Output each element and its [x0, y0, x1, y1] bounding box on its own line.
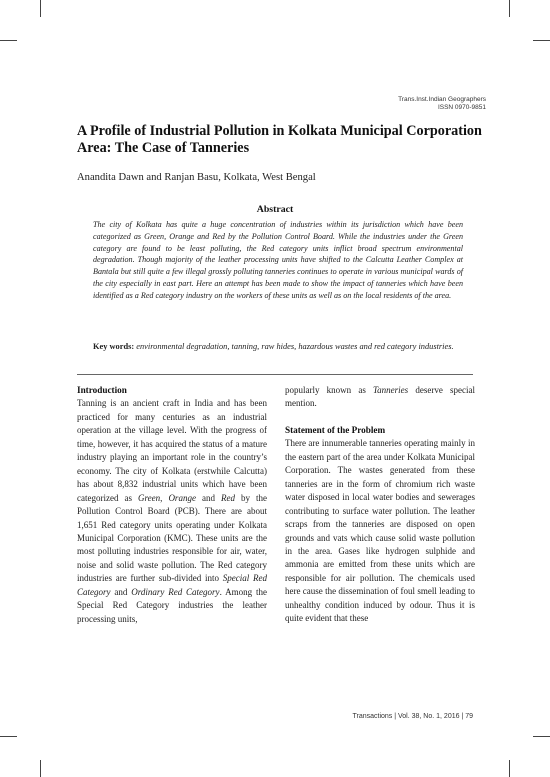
- statement-heading: Statement of the Problem: [285, 424, 386, 435]
- intro-ordinary-red: Ordinary Red Category: [131, 586, 220, 597]
- intro-sep-2: and: [195, 492, 221, 503]
- intro-sep-1: ,: [160, 492, 169, 503]
- crop-mark-bottom-left-v: [40, 760, 41, 777]
- intro-special-red: Special Red Category: [77, 573, 268, 597]
- intro-cont-text: popularly known as: [285, 385, 373, 395]
- introduction-heading: Introduction: [77, 385, 127, 395]
- crop-mark-top-right-h: [533, 40, 550, 41]
- intro-text-2: by the Pollution Control Board (PCB). There are about 1,651 Red category units operating under Kolkata Municipal Corporation (KMC). These units are the most polluting industries responsible for air, water, noise and solid waste pollution. The Red category industries are further sub-divided into: [77, 492, 267, 584]
- crop-mark-bottom-right-h: [533, 736, 550, 737]
- keywords-label: Key words:: [93, 342, 135, 351]
- journal-header: [398, 96, 486, 113]
- abstract-text: The city of Kolkata has quite a huge concentration of industries within its jurisdiction which have been categorized as Green, Orange and Red by the Pollution Control Board. While the industries under the Green category are found to be least polluting, the Red category units inflict broad spectrum environmental degradation. Though majority of the leather processing units have shifted to the Calcutta Leather Complex at Bantala but still quite a few illegal grossly polluting tanneries continues to operate in various municipal wards of the city especially in east part. Here an attempt has been made to show the impact of tanneries which have been identified as a Red category industry on the workers of these units as well as on the local residents of the area.: [93, 220, 463, 300]
- section-divider: [77, 374, 473, 375]
- abstract-heading: Abstract: [256, 204, 294, 215]
- paragraph-gap: [285, 411, 475, 424]
- intro-orange: Orange: [168, 492, 196, 503]
- paper-title: A Profile of Industrial Pollution in Kolkata Municipal Corporation Area: The Case of Tanneries: [77, 123, 482, 156]
- intro-cont-text-2: deserve special mention.: [285, 385, 475, 409]
- statement-paragraph: There are innumerable tanneries operating mainly in the eastern part of the area under Kolkata Municipal Corporation. The wastes generated from these tanneries are in the form of chromium rich waste water disposed in local water bodies and sewerages contributing to surface water pollution. The leather scraps from the tanneries are disposed on open grounds and vats which cause solid waste pollution in the area. Gases like hydrogen sulphide and ammonia are emitted from these units which are responsible for air pollution. The chemicals used here cause the dissemination of foul smell leading to unhealthy condition induced by odour. Thus it is quite evident that these: [285, 438, 475, 624]
- right-column: [285, 384, 475, 626]
- crop-mark-bottom-right-v: [509, 760, 510, 777]
- page-footer: Transactions | Vol. 38, No. 1, 2016 | 79: [352, 713, 473, 720]
- introduction-paragraph: [77, 397, 267, 626]
- author-line: Anandita Dawn and Ranjan Basu, Kolkata, West Bengal: [77, 172, 316, 183]
- keywords-text: environmental degradation, tanning, raw hides, hazardous wastes and red category industries.: [136, 342, 454, 351]
- journal-name: Trans.Inst.Indian Geographers: [398, 96, 486, 103]
- intro-sep-3: and: [110, 586, 132, 597]
- keywords: [93, 341, 463, 353]
- intro-text-3: . Among the Special Red Category industries the leather processing units,: [77, 586, 268, 624]
- left-column: [77, 384, 267, 626]
- intro-green: Green: [138, 492, 161, 503]
- intro-text-1: Tanning is an ancient craft in India and has been practiced for many centuries as an industrial operation at the village level. With the progress of time, however, it has acquired the status of a mature industry playing an important role in the country’s economy. The city of Kolkata (erstwhile Calcutta) has about 8,832 industrial units which have been categorized as: [77, 398, 267, 503]
- intro-tanneries: Tanneries: [373, 385, 409, 395]
- crop-mark-bottom-left-h: [0, 736, 17, 737]
- introduction-continuation: [285, 384, 475, 411]
- journal-issn: ISSN 0970-9851: [437, 104, 486, 112]
- intro-red: Red: [220, 492, 235, 503]
- crop-mark-top-left-h: [0, 40, 17, 41]
- crop-mark-top-right-v: [509, 0, 510, 17]
- crop-mark-top-left-v: [40, 0, 41, 17]
